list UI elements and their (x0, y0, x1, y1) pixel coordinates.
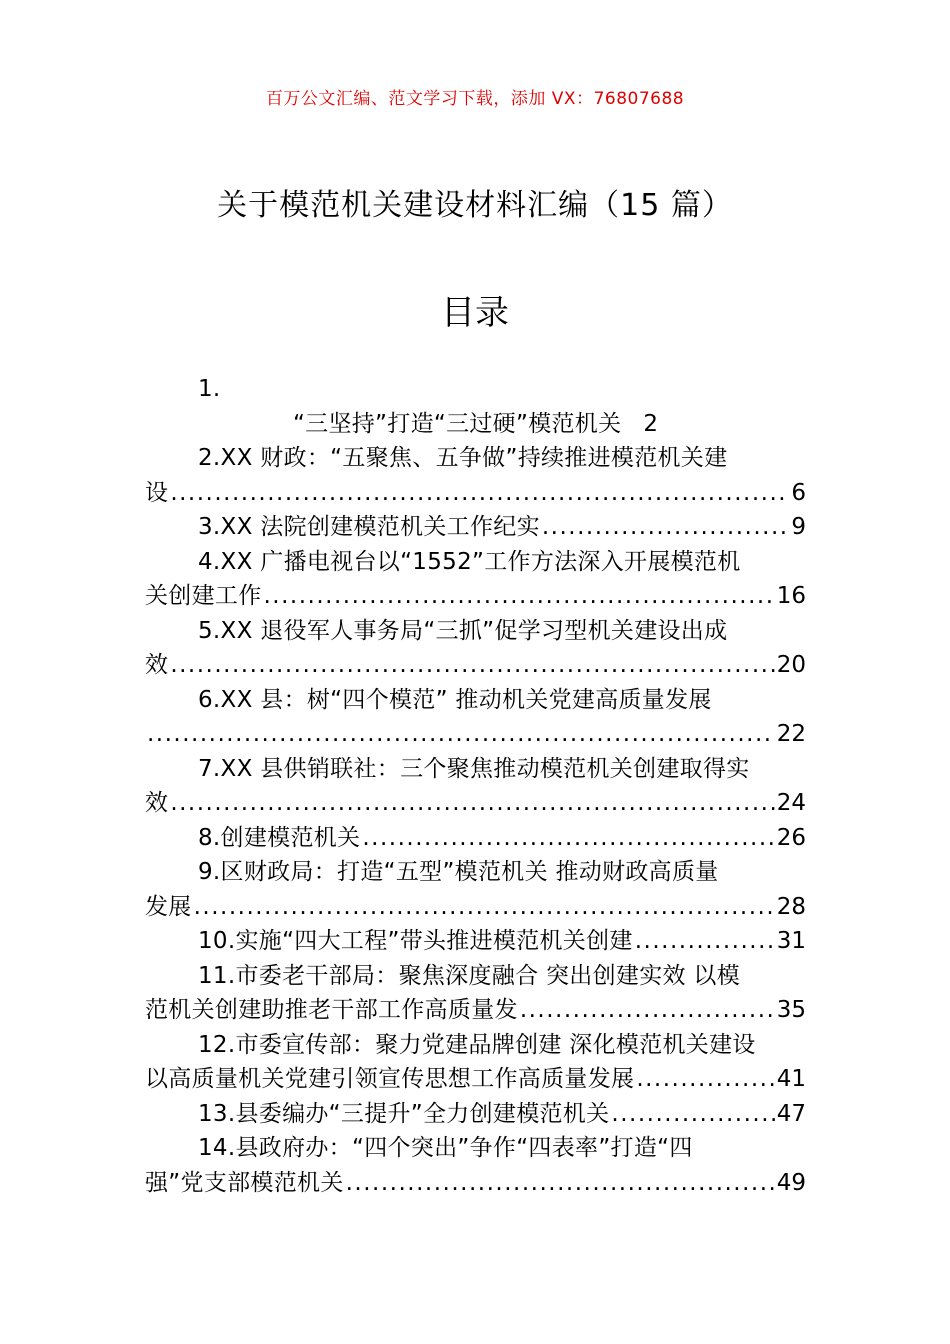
toc-entry-1-page: 2 (643, 410, 659, 437)
toc-entry-3-line1: 3.XX 法院创建模范机关工作纪实 (198, 514, 540, 540)
toc-entry-3-page: 9 (791, 514, 806, 540)
document-title: 关于模范机关建设材料汇编（15 篇） (217, 188, 733, 223)
toc-entry-11-page: 35 (776, 997, 806, 1023)
toc-entry-1[interactable] (145, 372, 806, 441)
toc-entry-2-line2: 设 (145, 479, 169, 506)
toc-entry-8-page: 26 (776, 824, 806, 851)
toc-entry-12[interactable] (145, 1028, 806, 1097)
dot-leader (170, 648, 774, 683)
toc-entry-14-line1: 14.县政府办：“四个突出”争作“四表率”打造“四 (198, 1135, 693, 1161)
toc-entry-12-line1: 12.市委宣传部：聚力党建品牌创建 深化模范机关建设 (198, 1031, 756, 1058)
toc-entry-10[interactable] (145, 924, 806, 959)
dot-leader (170, 786, 774, 821)
toc-entry-12-page: 41 (776, 1066, 806, 1092)
toc-entry-2-page: 6 (791, 479, 806, 506)
toc-entry-11-line1: 11.市委老干部局：聚焦深度融合 突出创建实效 以模 (198, 962, 740, 989)
toc-entry-10-line1: 10.实施“四大工程”带头推进模范机关创建 (198, 928, 633, 954)
dot-leader (264, 579, 775, 614)
toc-entry-7-page: 24 (776, 790, 806, 816)
toc-entry-1-line2: “三坚持”打造“三过硬”模范机关 (292, 410, 622, 437)
toc-entry-9-line1: 9.区财政局：打造“五型”模范机关 推动财政高质量 (198, 859, 719, 885)
toc-entry-11-line2: 范机关创建助推老干部工作高质量发 (145, 997, 518, 1023)
dot-leader (362, 821, 774, 856)
toc-entry-7[interactable] (145, 752, 806, 821)
toc-entry-4[interactable] (145, 545, 806, 614)
toc-entry-2[interactable] (145, 441, 806, 510)
toc-entry-8[interactable] (145, 821, 806, 856)
toc-entry-14-line2: 强”党支部模范机关 (145, 1169, 344, 1196)
toc-entry-2-line1: 2.XX 财政：“五聚焦、五争做”持续推进模范机关建 (198, 445, 728, 471)
dot-leader (542, 510, 789, 545)
toc-entry-11[interactable] (145, 959, 806, 1028)
toc-entry-3[interactable] (145, 510, 806, 545)
dot-leader (147, 717, 775, 752)
toc-entry-4-line1: 4.XX 广播电视台以“1552”工作方法深入开展模范机 (198, 548, 741, 575)
toc-entry-6-line1: 6.XX 县：树“四个模范” 推动机关党建高质量发展 (198, 686, 712, 713)
toc-entry-6[interactable] (145, 683, 806, 752)
toc-entry-9-page: 28 (776, 893, 806, 920)
toc-entry-13[interactable] (145, 1097, 806, 1132)
dot-leader (170, 476, 789, 511)
toc-entry-5[interactable] (145, 614, 806, 683)
toc-entry-12-line2: 以高质量机关党建引领宣传思想工作高质量发展 (145, 1066, 635, 1092)
toc-entry-4-page: 16 (776, 583, 806, 609)
toc-entry-5-line2: 效 (145, 652, 169, 678)
toc-entry-5-page: 20 (776, 652, 806, 678)
toc-entry-5-line1: 5.XX 退役军人事务局“三抓”促学习型机关建设出成 (198, 617, 728, 644)
dot-leader (636, 1062, 774, 1097)
toc-entry-10-page: 31 (776, 928, 806, 954)
dot-leader (194, 890, 775, 925)
toc-entry-6-page: 22 (776, 721, 806, 747)
toc-entry-13-page: 47 (776, 1100, 806, 1127)
dot-leader (635, 924, 775, 959)
toc-entry-4-line2: 关创建工作 (145, 583, 262, 609)
toc-entry-7-line2: 效 (145, 790, 169, 816)
toc-heading: 目录 (441, 293, 509, 333)
dot-leader (611, 1097, 774, 1132)
toc-entry-9-line2: 发展 (145, 893, 192, 920)
dot-leader (346, 1166, 775, 1201)
toc-entry-1-line1: 1. (198, 376, 221, 402)
table-of-contents (145, 372, 806, 1200)
toc-entry-14[interactable] (145, 1131, 806, 1200)
dot-leader (520, 993, 775, 1028)
toc-entry-9[interactable] (145, 855, 806, 924)
toc-entry-7-line1: 7.XX 县供销联社：三个聚焦推动模范机关创建取得实 (198, 755, 750, 782)
toc-entry-13-line1: 13.县委编办“三提升”全力创建模范机关 (198, 1100, 610, 1127)
toc-entry-8-line1: 8.创建模范机关 (198, 824, 361, 851)
header-banner: 百万公文汇编、范文学习下载，添加 VX：76807688 (265, 89, 685, 109)
toc-entry-14-page: 49 (776, 1169, 806, 1196)
